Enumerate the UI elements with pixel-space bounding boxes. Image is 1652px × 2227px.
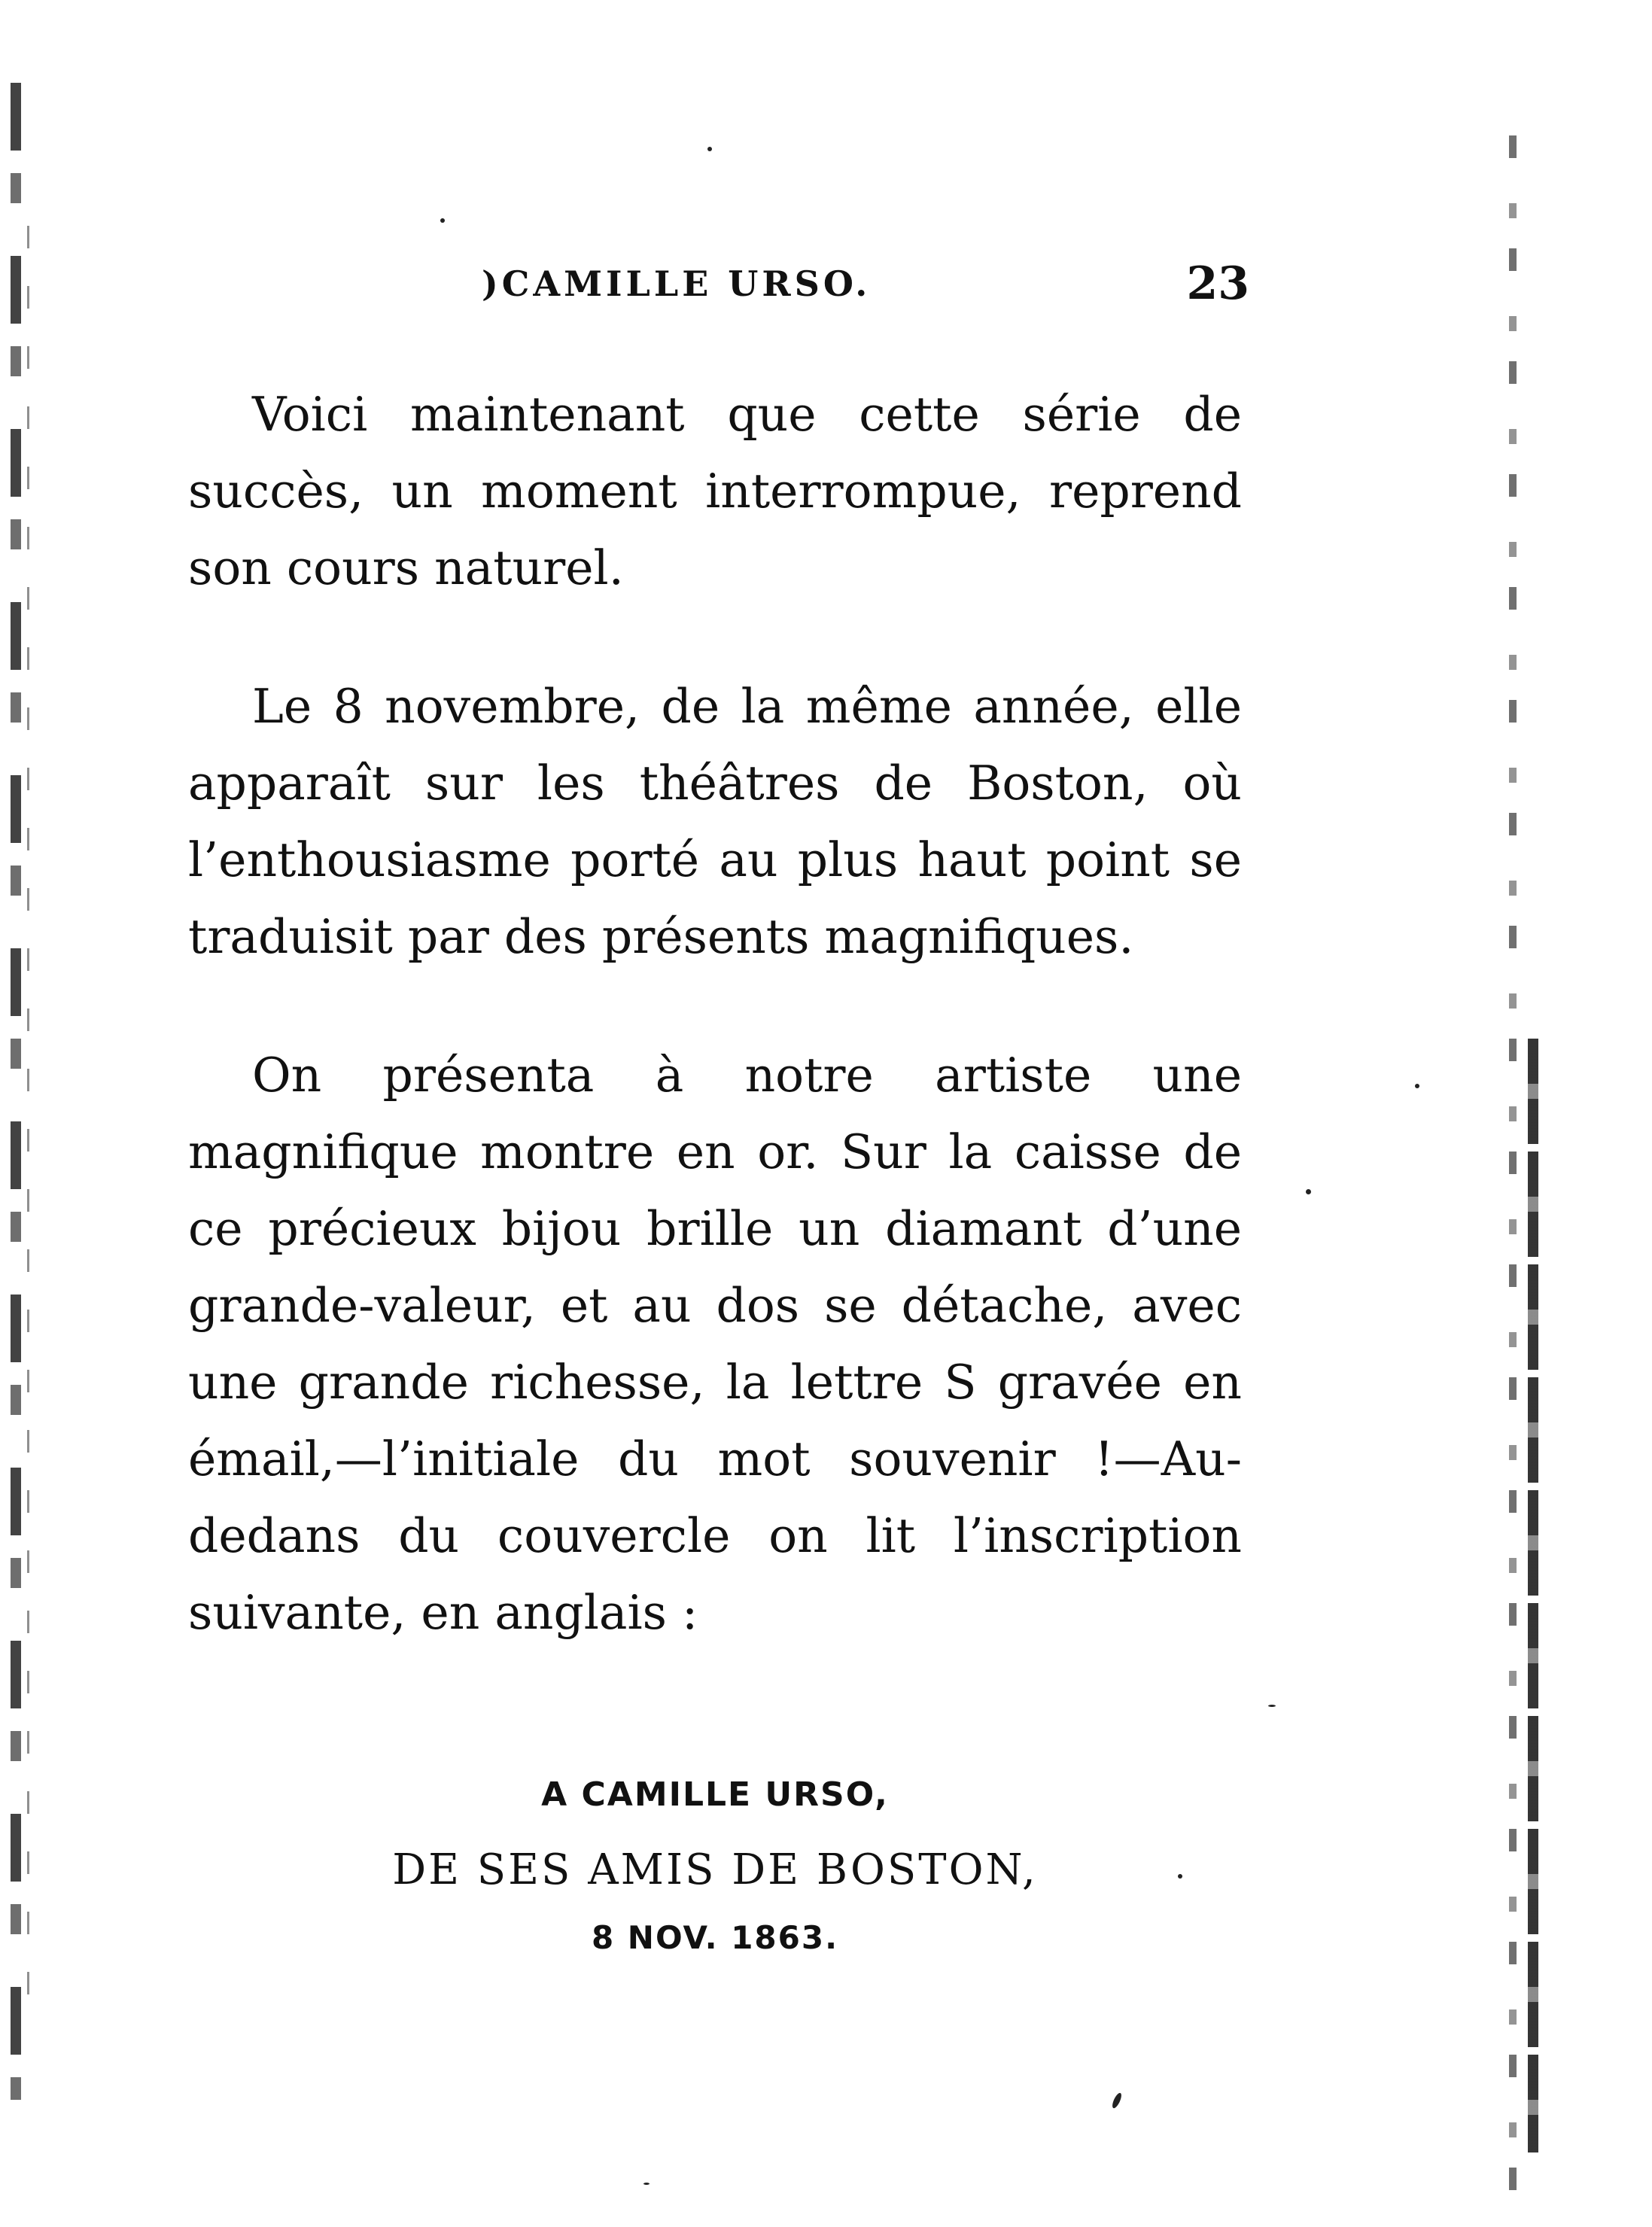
ink-speck (1415, 1084, 1419, 1088)
ink-speck (707, 147, 712, 151)
paragraph-1: Voici maintenant que cette série de succès, un moment interrompue, reprend son cours naturel. (188, 387, 1242, 595)
scan-edge-right (1509, 105, 1517, 2198)
running-title: )CAMILLE URSO. (482, 263, 872, 304)
ink-speck (643, 2183, 650, 2185)
paragraph-2: Le 8 novembre, de la même année, elle apparaît sur les théâtres de Boston, où l’enthousiasme porté au plus haut point se traduisit par des présents magnifiques. (188, 679, 1242, 964)
inscription-line-3: 8 NOV. 1863. (591, 1919, 839, 1956)
scan-edge-right-dark (1528, 1039, 1538, 2152)
ink-speck (1268, 1705, 1276, 1707)
paragraph-3: On présenta à notre artiste une magnifique montre en or. Sur la caisse de ce précieux bijou brille un diamant d’une grande-valeur, et au dos se détache, avec une grande richesse, la lettre S gravée en émail,—l’initiale du mot souvenir !—Au-dedans du couvercle on lit l’inscription suivante, en anglais : (188, 1048, 1242, 1640)
inscription-line-1: A CAMILLE URSO, (541, 1775, 889, 1814)
ink-speck (1306, 1189, 1311, 1194)
inscription-line-2: DE SES AMIS DE BOSTON, (392, 1845, 1038, 1894)
running-head (482, 257, 1249, 324)
scan-edge-left-inner (27, 226, 29, 2032)
ink-speck (1178, 1874, 1182, 1879)
inscription (188, 1754, 1242, 1972)
ink-speck (440, 218, 445, 223)
scan-edge-left (11, 83, 21, 2100)
page-number: 23 (1186, 257, 1249, 310)
body-text (188, 376, 1242, 1651)
ink-speck (1111, 2092, 1124, 2109)
